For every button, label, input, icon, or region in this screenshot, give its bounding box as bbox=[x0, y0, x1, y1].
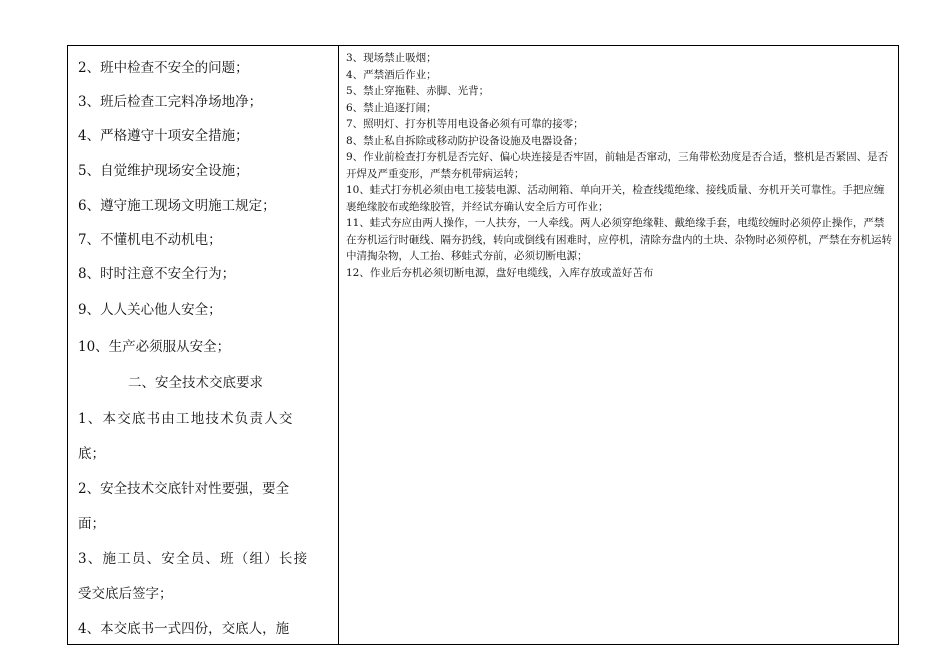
right-item-4: 4、严禁酒后作业； bbox=[346, 68, 437, 81]
left-line-4: 5、自觉维护现场安全设施； bbox=[78, 163, 249, 179]
right-item-5: 5、禁止穿拖鞋、赤脚、光背； bbox=[346, 85, 490, 97]
left-line-15: 受交底后签字； bbox=[78, 586, 173, 602]
left-line-3: 4、严格遵守十项安全措施； bbox=[78, 128, 249, 144]
left-line-6: 7、不懂机电不动机电； bbox=[78, 232, 222, 248]
left-line-7: 8、时时注意不安全行为； bbox=[78, 266, 236, 282]
left-line-16: 4、本交底书一式四份，交底人，施 bbox=[78, 621, 290, 637]
right-item-8: 8、禁止私自拆除或移动防护设备设施及电器设备； bbox=[346, 134, 584, 147]
left-line-8: 9、人人关心他人安全； bbox=[78, 302, 222, 318]
right-column bbox=[346, 50, 894, 281]
left-line-14: 3、施工员、安全员、班（组）长接 bbox=[78, 551, 309, 567]
left-line-10: 1、本交底书由工地技术负责人交 bbox=[78, 411, 294, 427]
right-item-7: 7、照明灯、打夯机等用电设备必须有可靠的接零； bbox=[346, 118, 584, 130]
left-column bbox=[68, 46, 338, 644]
section-heading: 二、安全技术交底要求 bbox=[128, 375, 263, 391]
left-line-9: 10、生产必须服从安全； bbox=[78, 339, 231, 355]
column-divider bbox=[338, 46, 339, 644]
right-item-12: 12、作业后夯机必须切断电源，盘好电缆线，入库存放或盖好苫布 bbox=[346, 266, 654, 279]
right-item-6: 6、禁止追逐打闹； bbox=[346, 101, 437, 114]
left-line-13: 面； bbox=[78, 516, 105, 532]
left-line-2: 3、班后检查工完料净场地净； bbox=[78, 94, 263, 110]
left-line-5: 6、遵守施工现场文明施工规定； bbox=[78, 198, 276, 214]
right-item-10: 10、蛙式打夯机必须由电工接装电源、活动闸箱、单向开关，检查线缆绝缘、接线质量、夯机开关可靠性。手把应缠裹绝缘胶布或绝缘胶管，并经试夯确认安全后方可作业； bbox=[346, 184, 885, 213]
left-line-1: 2、班中检查不安全的问题； bbox=[78, 60, 249, 76]
left-line-12: 2、安全技术交底针对性要强，要全 bbox=[78, 481, 290, 497]
right-item-11: 11、蛙式夯应由两人操作，一人扶夯，一人牵线。两人必须穿绝缘鞋、戴绝缘手套，电缆绞缠时必须停止操作，严禁在夯机运行时砸线、隔夯扔线，转向或倒线有困难时，应停机，清除夯盘内的土块、杂物时必须停机，严禁在夯机运转中清掏杂物，人工抬、移蛙式夯前，必须切断电源； bbox=[346, 217, 892, 262]
left-line-11: 底； bbox=[78, 446, 105, 462]
right-item-3: 3、现场禁止吸烟； bbox=[346, 52, 437, 64]
right-item-9: 9、作业前检查打夯机是否完好、偏心块连接是否牢固，前轴是否窜动，三角带松劲度是否合适，整机是否紧固、是否开焊及严重变形，严禁夯机带病运转； bbox=[346, 151, 889, 180]
safety-briefing-table bbox=[67, 45, 899, 645]
